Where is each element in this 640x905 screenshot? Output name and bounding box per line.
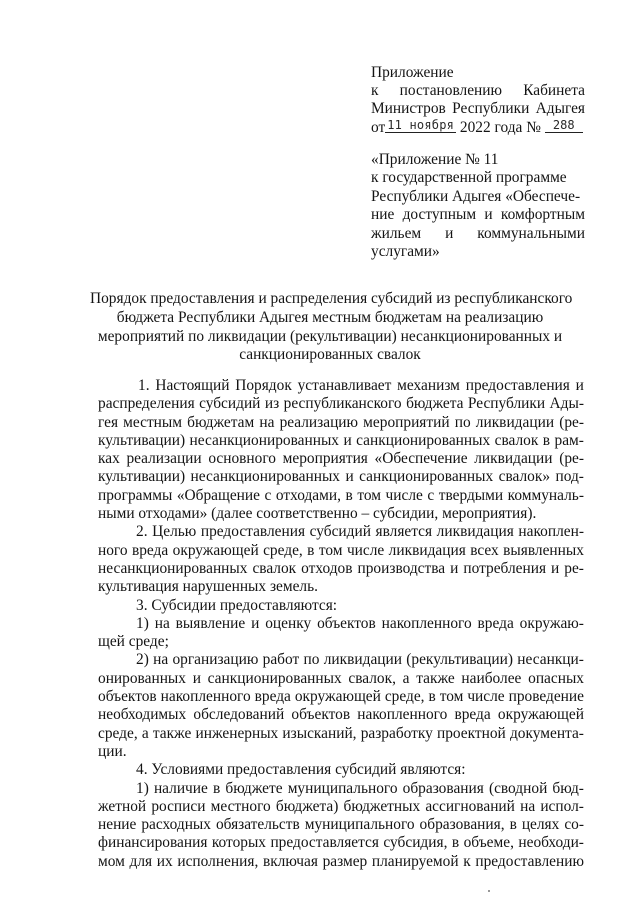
body-line [98,395,584,413]
body-line [98,706,584,724]
body-line [98,853,584,871]
body-line [98,688,584,706]
annex-line: Республики Адыгея «Обеспече- [371,187,581,205]
word: вреда [454,706,491,724]
word: числе [385,486,423,504]
word: на [153,651,169,669]
annex-header [371,151,585,261]
word: по [454,413,471,431]
appendix-word: Республики [452,100,530,118]
word: вреда [131,541,169,559]
word: свалок, [348,669,396,687]
word: испол- [540,797,584,815]
word: в [451,834,460,852]
annex-line-justified [371,225,585,243]
word: бюджетных [343,797,421,815]
word: в [542,431,551,449]
word: отходов [301,559,353,577]
handwritten-date: 11 ноября [387,117,455,132]
word: субсидий [199,395,261,413]
word: субсидия, [383,834,448,852]
word: среде, [384,688,425,706]
word: вреда [254,688,291,706]
word: свалок [252,559,297,577]
word: том [318,541,343,559]
body-line [98,487,584,505]
body-line [98,414,584,432]
word: предоставлению [475,852,584,870]
word: мероприятия [282,450,368,468]
word: объектов [317,614,376,632]
annex-line: услугами» [371,243,440,261]
word: объектов [98,688,157,706]
body-line: культивация нарушенных земель. [98,578,318,596]
body-line [98,780,584,798]
word: муниципального [287,779,398,797]
word: санкционированных [207,669,342,687]
word: ре- [564,559,584,577]
word: ликвидации [323,651,402,669]
word: целях [521,816,560,834]
word: производства [357,559,446,577]
body-line: щей среде; [98,633,169,651]
word: всех [470,541,499,559]
body-line [98,725,584,743]
word: культивации) [98,431,186,449]
word: предоставления [465,377,570,394]
word: к [463,852,471,870]
word: 2) [136,651,149,669]
word: вреда [477,614,514,632]
appendix-word: постановлению [399,82,503,100]
annex-word: и [484,206,493,224]
body-line [98,651,584,669]
word: которых [211,834,266,852]
word: свалок [494,431,539,449]
word: опасных [528,669,584,687]
word: в [428,688,436,706]
word: окружающей [294,688,381,706]
word: среде, [263,541,303,559]
word: их [156,852,173,870]
word: планируемой [371,852,459,870]
body-line [98,432,584,450]
word: является [375,523,433,541]
body-line [98,560,584,578]
word: работ [262,651,300,669]
word: ного [98,541,128,559]
word: несанкционированных [98,559,248,577]
word: (рекультивации) [406,651,514,669]
word: реализации [126,450,202,468]
word: свалок» [498,468,551,486]
word: бюд- [552,779,584,797]
appendix-word: к [371,82,379,100]
word: образования, [419,816,505,834]
body-line [98,450,584,468]
word: онированных [98,669,186,687]
word: основного [208,450,276,468]
word: реализацию [279,413,359,431]
word: 1. [138,377,150,394]
body-line [98,670,584,688]
word: отходами, [275,486,341,504]
title-line: санкционированных свалок [239,346,421,364]
word: изысканий, [282,724,357,742]
word: местным [123,413,182,431]
word: в [509,816,517,834]
word: окружаю- [519,614,584,632]
word: несанкци- [517,651,584,669]
word: рам- [554,431,584,449]
word: муниципального [304,816,415,834]
word: финансирования [98,834,208,852]
word: культивации) [98,468,186,486]
word: санкционированных [359,468,494,486]
body-line: 4. Условиями предоставления субсидий являются: [136,761,466,779]
word: потребления [463,559,547,577]
word: проведение [508,688,584,706]
appendix-header [371,64,585,137]
annex-word: жильем [371,224,422,242]
word: объектов [291,706,351,724]
word: «Обеспечение [374,450,468,468]
word: предоставляется [270,834,379,852]
word: нение [98,816,137,834]
word: по [303,651,320,669]
word: образования [402,779,484,797]
body-line [98,523,584,541]
word: твердыми [438,486,504,504]
word: размер [322,852,368,870]
appendix-date-line [371,119,585,137]
appendix-line-2 [371,82,585,100]
word: предоставления [200,523,306,541]
word: накоплен- [518,523,584,541]
word: (ре- [559,450,584,468]
word: проектной [436,724,506,742]
word: обязательств [215,816,300,834]
word: а [141,724,149,742]
word: и [345,468,354,486]
word: и [575,377,584,394]
word: устанавливает [297,377,392,394]
body-line [98,834,584,852]
word: наиболее [461,669,522,687]
word: с [264,486,272,504]
word: ках [98,450,120,468]
body-line [98,798,584,816]
word: республиканского [283,395,402,413]
word: накопленного [381,614,472,632]
word: бюджетам [187,413,255,431]
handwritten-number: 288 [545,118,583,133]
word: окружающей [497,706,584,724]
word: в [212,779,221,797]
appendix-word: Министров [371,100,446,118]
annex-word: доступным [402,206,477,224]
word: механизм [397,377,460,394]
word: в [307,541,315,559]
word: также [416,669,455,687]
word: ассигнований [425,797,515,815]
word: и [551,559,560,577]
word: бюджете [225,779,283,797]
word: разработку [360,724,433,742]
word: Ады- [549,395,584,413]
word: Порядок [235,377,292,394]
body-line: ции. [98,742,127,760]
word: накопленного [357,706,448,724]
word: несанкционированных [189,431,339,449]
body-line [98,816,584,834]
word: и [343,431,352,449]
word: инженерных [195,724,279,742]
word: со- [564,816,584,834]
word: на [259,413,275,431]
word: том [357,486,381,504]
date-prefix: от [371,118,386,136]
word: на [154,614,170,632]
word: и [450,559,459,577]
word: также [152,724,192,742]
word: расходных [141,816,211,834]
word: среде, [98,724,138,742]
word: местного [210,797,271,815]
word: необходи- [518,834,584,852]
scan-speck [488,890,490,892]
word: росписи [151,797,206,815]
word: (сводной [488,779,548,797]
word: 1) [136,614,149,632]
date-suffix: 2022 года № [459,118,541,136]
word: мом [98,852,125,870]
word: гея [98,413,119,431]
word: несанкционированных [190,468,340,486]
annex-word: ние [371,206,395,224]
word: организацию [172,651,259,669]
word: документа- [509,724,584,742]
word: выявление [175,614,246,632]
body-line: ными отходами» (далее соответственно – субсидии, мероприятия). [98,505,537,523]
word: и [251,614,260,632]
word: Настоящий [155,377,230,394]
title-line: Порядок предоставления и распределения субсидий из республиканского [90,290,573,307]
appendix-label: Приложение [371,64,454,81]
word: мероприятий [363,413,450,431]
word: включая [262,852,318,870]
word: оценку [265,614,312,632]
annex-line: к государственной программе [371,169,567,187]
body-line [98,542,584,560]
word: числе [346,541,385,559]
title-line: бюджета Республики Адыгея местным бюджетам на реализацию [116,308,544,326]
word: ликвидация [388,541,466,559]
annex-line-justified [371,206,585,224]
word: распределения [98,395,195,413]
word: наличие [153,779,208,797]
word: жетной [98,797,147,815]
word: субсидий [309,523,371,541]
word: бюджета [406,395,464,413]
appendix-word: Адыгея [535,100,585,118]
word: числе [467,688,505,706]
word: программы [98,486,173,504]
body-line [98,468,584,486]
body-line [98,615,584,633]
word: том [439,688,464,706]
word: санкционированных [356,431,491,449]
word: Целью [152,523,197,541]
document-body [98,377,584,871]
word: необходимых [98,706,187,724]
word: объеме, [463,834,514,852]
word: в [345,486,353,504]
appendix-word: Кабинета [523,82,585,100]
word: окружающей [172,541,259,559]
word: с [427,486,435,504]
title-line: мероприятий по ликвидации (рекультивации) несанкционированных и [97,327,563,345]
word: коммуналь- [507,486,584,504]
annex-line: «Приложение № 11 [371,151,499,168]
document-title [90,290,573,365]
body-line: 3. Субсидии предоставляются: [136,596,338,614]
word: для [129,852,153,870]
word: Республики [467,395,546,413]
word: ликвидации [474,450,553,468]
word: ликвидация [436,523,514,541]
word: исполнения, [177,852,259,870]
word: накопленного [160,688,251,706]
word: а [402,669,410,687]
word: выявленных [503,541,584,559]
word: обследований [193,706,285,724]
word: «Обращение [176,486,260,504]
appendix-line-3 [371,100,585,118]
word: 1) [136,779,149,797]
word: 2. [136,523,148,541]
word: под- [555,468,584,486]
annex-word: и [445,224,454,242]
word: (ре- [559,413,584,431]
body-line [98,377,584,395]
word: бюджета) [275,797,339,815]
annex-word: комфортным [500,206,585,224]
word: ликвидации [475,413,555,431]
word: и [192,669,201,687]
annex-word: коммунальными [477,224,585,242]
word: на [520,797,536,815]
word: из [264,395,280,413]
